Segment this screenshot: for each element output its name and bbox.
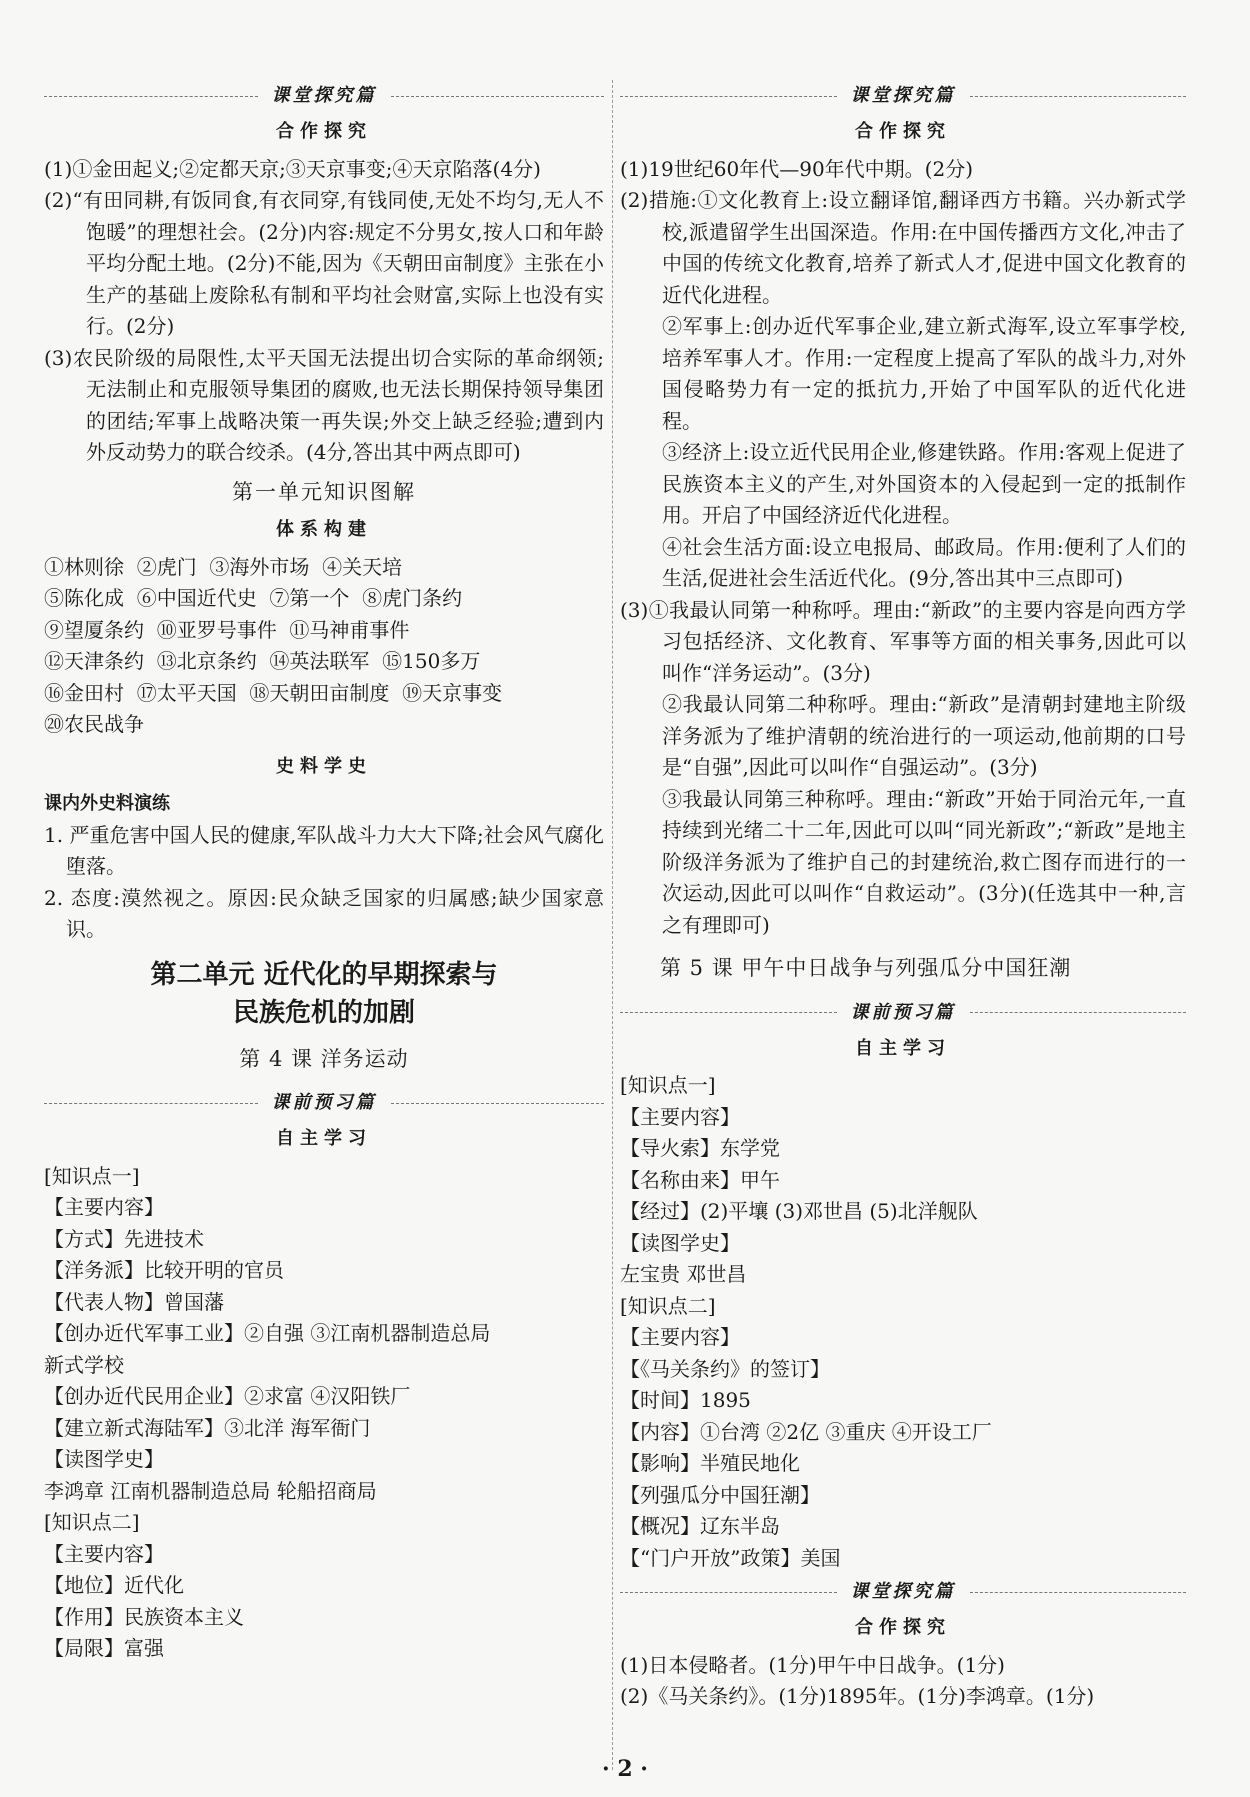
answer-item: (1)19世纪60年代—90年代中期。(2分)	[620, 156, 974, 181]
answer-item: (3)农民阶级的局限性,太平天国无法提出切合实际的革命纲领;无法制止和克服领导集团的腐败,也无法长期保持领导集团的团结;军事上战略决策一再失误;外交上缺乏经验;遭到内外反动势力的联合绞杀。(4分,答出其中两点即可)	[44, 345, 604, 464]
answer-line: 【影响】半殖民地化	[620, 1451, 800, 1475]
answer-item: (2)措施:①文化教育上:设立翻译馆,翻译西方书籍。兴办新式学校,派遣留学生出国深造。作用:在中国传播西方文化,冲击了中国的传统文化教育,培养了新式人才,促进中国文化教育的近代化进程。	[620, 188, 1186, 307]
answer-item: (3)①我最认同第一种称呼。理由:“新政”的主要内容是向西方学习包括经济、文化教育、军事等方面的相关事务,因此可以叫作“洋务运动”。(3分)	[620, 597, 1186, 685]
subsection-title: 合作探究	[855, 1617, 951, 1638]
answer-line: [知识点二]	[44, 1510, 140, 1534]
subsection-title: 体系构建	[276, 519, 372, 540]
practice-label: 课内外史料演练	[44, 793, 170, 814]
answer-line: 【主要内容】	[44, 1541, 164, 1566]
right-column	[620, 78, 1186, 1713]
section-header: 课堂探究篇	[44, 80, 604, 112]
answer-line: 【“门户开放”政策】美国	[620, 1545, 841, 1570]
answer-line: ⑨望厦条约 ⑩亚罗号事件 ⑪马神甫事件	[44, 617, 410, 642]
answer-item: (1)①金田起义;②定都天京;③天京事变;④天京陷落(4分)	[44, 156, 541, 181]
answer-line: 【建立新式海陆军】③北洋 海军衙门	[44, 1415, 371, 1440]
answer-line: 【经过】(2)平壤 (3)邓世昌 (5)北洋舰队	[620, 1199, 978, 1223]
column-divider	[612, 80, 613, 1770]
answer-line: 【读图学史】	[44, 1447, 164, 1471]
answer-line: 【作用】民族资本主义	[44, 1604, 244, 1629]
answer-line: 【名称由来】甲午	[620, 1167, 780, 1192]
answer-item: ②军事上:创办近代军事企业,建立新式海军,设立军事学校,培养军事人才。作用:一定程度上提高了军队的战斗力,对外国侵略势力有一定的抵抗力,开始了中国军队的近代化进程。	[662, 314, 1186, 433]
section-header: 课前预习篇	[44, 1087, 604, 1119]
section-header: 课堂探究篇	[620, 1576, 1186, 1608]
section-header: 课前预习篇	[620, 997, 1186, 1029]
answer-line: ①林则徐 ②虎门 ③海外市场 ④关天培	[44, 554, 403, 579]
answer-item: (2)“有田同耕,有饭同食,有衣同穿,有钱同使,无处不均匀,无人不饱暖”的理想社会。(2分)内容:规定不分男女,按人口和年龄平均分配土地。(2分)不能,因为《天朝田亩制度》主张在小生产的基础上废除私有制和平均社会财富,实际上也没有实行。(2分)	[44, 188, 604, 338]
answer-line: 【方式】先进技术	[44, 1226, 204, 1251]
answer-line: 【《马关条约》的签订】	[620, 1356, 830, 1381]
subsection-title: 合作探究	[855, 121, 951, 142]
answer-item: ③经济上:设立近代民用企业,修建铁路。作用:客观上促进了民族资本主义的产生,对外国资本的入侵起到一定的抵制作用。开启了中国经济近代化进程。	[662, 440, 1186, 527]
subsection-title: 合作探究	[276, 121, 372, 142]
answer-line: 李鸿章 江南机器制造总局 轮船招商局	[44, 1478, 377, 1503]
answer-line: [知识点二]	[620, 1293, 716, 1318]
unit-title-line: 第二单元 近代化的早期探索与	[150, 959, 498, 990]
answer-item: 1. 严重危害中国人民的健康,军队战斗力大大下降;社会风气腐化堕落。	[44, 822, 604, 878]
lesson-title: 第 4 课 洋务运动	[239, 1046, 409, 1071]
answer-line: 左宝贵 邓世昌	[620, 1262, 747, 1286]
answer-item: 2. 态度:漠然视之。原因:民众缺乏国家的归属感;缺少国家意识。	[44, 885, 604, 941]
answer-line: 【主要内容】	[620, 1104, 740, 1129]
answer-line: 【创办近代军事工业】②自强 ③江南机器制造总局	[44, 1321, 491, 1345]
answer-item: (1)日本侵略者。(1分)甲午中日战争。(1分)	[620, 1652, 1005, 1677]
left-column	[44, 78, 604, 1665]
answer-line: 【地位】近代化	[44, 1573, 184, 1597]
answer-line: 【概况】辽东半岛	[620, 1514, 780, 1538]
answer-line: [知识点一]	[44, 1163, 140, 1188]
answer-line: 【列强瓜分中国狂潮】	[620, 1482, 820, 1507]
answer-line: 【主要内容】	[620, 1325, 740, 1349]
unit-title	[44, 956, 604, 1032]
answer-line: [知识点一]	[620, 1073, 716, 1097]
answer-line: 【洋务派】比较开明的官员	[44, 1258, 284, 1282]
answer-line: 【创办近代民用企业】②求富 ④汉阳铁厂	[44, 1384, 411, 1408]
subsection-title: 自主学习	[855, 1037, 951, 1059]
answer-line: ⑫天津条约 ⑬北京条约 ⑭英法联军 ⑮150多万	[44, 649, 481, 673]
answer-line: 【局限】富强	[44, 1636, 164, 1660]
section-header: 课堂探究篇	[620, 80, 1186, 112]
answer-line: 【主要内容】	[44, 1195, 164, 1219]
answer-item: ③我最认同第三种称呼。理由:“新政”开始于同治元年,一直持续到光绪二十二年,因此可以叫“同光新政”;“新政”是地主阶级洋务派为了维护自己的封建统治,救亡图存而进行的一次运动,因此可以叫作“自救运动”。(3分)(任选其中一种,言之有理即可)	[662, 786, 1186, 937]
answer-item: ②我最认同第二种称呼。理由:“新政”是清朝封建地主阶级洋务派为了维护清朝的统治进行的一项运动,他前期的口号是“自强”,因此可以叫作“自强运动”。(3分)	[662, 692, 1186, 779]
answer-line: 【时间】1895	[620, 1388, 751, 1412]
unit-diagram-title: 第一单元知识图解	[232, 479, 416, 504]
answer-line: 【读图学史】	[620, 1230, 740, 1255]
answer-line: ⑤陈化成 ⑥中国近代史 ⑦第一个 ⑧虎门条约	[44, 586, 463, 610]
subsection-title: 自主学习	[276, 1128, 372, 1149]
page-number: · 2 ·	[602, 1756, 648, 1782]
subsection-title: 史料学史	[276, 755, 372, 777]
answer-item: (2)《马关条约》。(1分)1895年。(1分)李鸿章。(1分)	[620, 1684, 1095, 1708]
answer-line: 新式学校	[44, 1352, 124, 1377]
answer-item: ④社会生活方面:设立电报局、邮政局。作用:便利了人们的生活,促进社会生活近代化。(9分,答出其中三点即可)	[662, 534, 1186, 590]
answer-line: ⑳农民战争	[44, 712, 144, 736]
answer-line: 【代表人物】曾国藩	[44, 1289, 224, 1314]
unit-title-line: 民族危机的加剧	[232, 997, 415, 1028]
answer-line: 【导火索】东学党	[620, 1136, 780, 1160]
answer-line: ⑯金田村 ⑰太平天国 ⑱天朝田亩制度 ⑲天京事变	[44, 680, 503, 705]
answer-line: 【内容】①台湾 ②2亿 ③重庆 ④开设工厂	[620, 1419, 992, 1444]
lesson-title: 第 5 课 甲午中日战争与列强瓜分中国狂潮	[660, 956, 1072, 980]
